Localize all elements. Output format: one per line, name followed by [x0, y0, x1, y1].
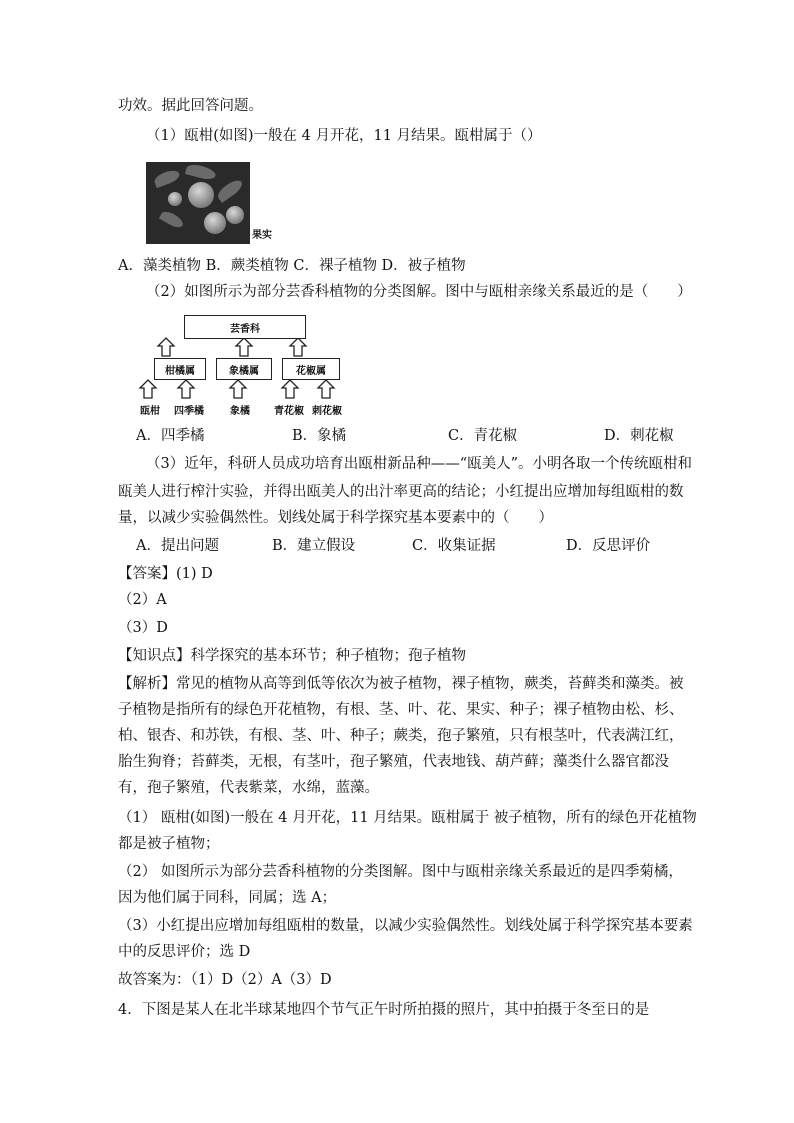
answer-heading: 【答案】(1) D: [118, 566, 213, 582]
question-3-line3: 量，以减少实验偶然性。划线处属于科学探究基本要素中的（ ）: [118, 510, 553, 526]
question-1-options: A．藻类植物 B．蕨类植物 C．裸子植物 D．被子植物: [118, 258, 466, 274]
text-line: 功效。据此回答问题。: [118, 98, 263, 114]
analysis-line: 【解析】常见的植物从高等到低等依次为被子植物，裸子植物，蕨类，苔藓类和藻类。被: [118, 676, 684, 692]
genus-box-feronia: 象橘属: [216, 358, 272, 380]
analysis-line: 有，孢子繁殖，代表紫菜，水绵，蓝藻。: [118, 780, 379, 796]
question-3-line2: 瓯美人进行榨汁实验，并得出瓯美人的出汁率更高的结论；小红提出应增加每组瓯柑的数: [118, 484, 684, 500]
explanation-3-cont: 中的反思评价；选 D: [118, 944, 251, 960]
q2-option-b: B．象橘: [292, 428, 347, 444]
knowledge-points: 【知识点】科学探究的基本环节；种子植物；孢子植物: [118, 648, 466, 664]
species-label: 刺花椒: [312, 406, 342, 417]
species-label: 四季橘: [174, 406, 204, 417]
species-label: 象橘: [230, 406, 250, 417]
question-3-line1: （3）近年，科研人员成功培育出瓯柑新品种——“瓯美人”。小明各取一个传统瓯柑和: [146, 456, 693, 472]
q3-option-c: C．收集证据: [412, 538, 496, 554]
genus-box-zanthoxylum: 花椒属: [282, 358, 340, 380]
explanation-3: （3）小红提出应增加每组瓯柑的数量，以减少实验偶然性。划线处属于科学探究基本要素: [118, 918, 693, 934]
question-2: （2）如图所示为部分芸香科植物的分类图解。图中与瓯柑亲缘关系最近的是（ ）: [146, 284, 692, 300]
q2-option-d: D．刺花椒: [604, 428, 674, 444]
photo-caption: 果实: [252, 230, 272, 241]
explanation-2: （2） 如图所示为部分芸香科植物的分类图解。图中与瓯柑亲缘关系最近的是四季菊橘，: [118, 864, 683, 880]
explanation-1: （1） 瓯柑(如图)一般在 4 月开花，11 月结果。瓯柑属于 被子植物，所有的绿色开花植物: [118, 810, 697, 826]
analysis-line: 柏、银杏、和苏铁，有根、茎、叶、种子；蕨类，孢子繁殖，只有根茎叶，代表满江红，: [118, 728, 684, 744]
question-1: （1）瓯柑(如图)一般在 4 月开花，11 月结果。瓯柑属于（）: [146, 128, 542, 144]
classification-diagram: [136, 312, 362, 422]
q2-option-c: C．青花椒: [448, 428, 518, 444]
answer-3: （3）D: [118, 620, 168, 636]
q2-option-a: A．四季橘: [136, 428, 205, 444]
question-4: 4．下图是某人在北半球某地四个节气正午时所拍摄的照片，其中拍摄于冬至日的是: [118, 1002, 650, 1018]
q3-option-b: B．建立假设: [272, 538, 356, 554]
family-box: 芸香科: [184, 315, 306, 339]
q3-option-a: A．提出问题: [136, 538, 219, 554]
analysis-line: 胎生狗脊；苔藓类，无根，有茎叶，孢子繁殖，代表地钱、葫芦藓；藻类什么器官都没: [118, 754, 669, 770]
explanation-2-cont: 因为他们属于同科，同属；选 A；: [118, 890, 337, 906]
pomelo-photo: [146, 162, 250, 244]
final-answer: 故答案为：（1）D（2）A（3）D: [118, 972, 332, 988]
explanation-1-cont: 都是被子植物；: [118, 836, 220, 852]
analysis-line: 子植物是指所有的绿色开花植物，有根、茎、叶、花、果实、种子；裸子植物由松、杉、: [118, 702, 684, 718]
species-label: 瓯柑: [140, 406, 160, 417]
species-label: 青花椒: [274, 406, 304, 417]
q3-option-d: D．反思评价: [566, 538, 651, 554]
genus-box-citrus: 柑橘属: [154, 358, 206, 380]
answer-2: （2）A: [118, 592, 167, 608]
